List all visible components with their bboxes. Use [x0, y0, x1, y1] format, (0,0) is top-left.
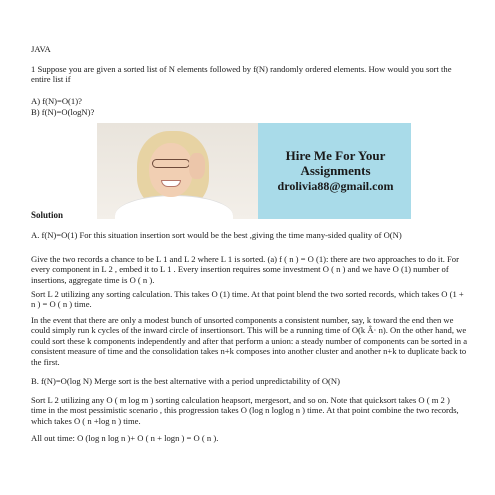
- ad-email: drolivia88@gmail.com: [277, 179, 394, 193]
- advertisement-banner: [97, 123, 411, 219]
- solution-heading: Solution: [31, 210, 64, 220]
- question-part-a: A) f(N)=O(1)?: [31, 96, 82, 106]
- doc-title: JAVA: [31, 44, 51, 54]
- paragraph-total: All out time: O (log n log n )+ O ( n + logn ) = O ( n ).: [31, 433, 219, 443]
- question-part-b: B) f(N)=O(logN)?: [31, 107, 95, 117]
- paragraph-b: B. f(N)=O(log N) Merge sort is the best alternative with a period unpredictability of O(N): [31, 376, 340, 386]
- question-text: 1 Suppose you are given a sorted list of N elements followed by f(N) randomly ordered elements. How would you sort the entire list if: [31, 64, 452, 85]
- ad-headline-1: Hire Me For Your: [285, 148, 386, 163]
- paragraph-merge: Sort L 2 utilizing any O ( m log m ) sorting calculation heapsort, mergesort, and so on. Note that quicksort takes O ( m 2 ) time in the most pessimistic scenario , this progression takes O (log n loglog n ) time. At that point combine the two records, which takes O ( n +log n ) time.: [31, 395, 459, 426]
- glasses-icon: [152, 159, 190, 168]
- ad-text-block: [260, 123, 411, 219]
- paragraph-insertion: In the event that there are only a modest bunch of unsorted components a consistent number, say, k toward the end then we could simply run k cycles of the inward circle of insertionsort. This will be a running time of O(k Â· n). On the other hand, we could sort these k components independently and after that perform a union: a steady number of components can be sorted in a consistent measure of time and the consolidation takes n+k composes into another cluster and another n+k to duplicate back to the first.: [31, 315, 468, 367]
- paragraph-sort-l2: Sort L 2 utilizing any sorting calculation. This takes O (1) time. At that point blend the two sorted records, which takes O (1 + n ) = O ( n ) time.: [31, 289, 464, 310]
- paragraph-two-records: Give the two records a chance to be L 1 and L 2 where L 1 is sorted. (a) f ( n ) = O (1): there are two approaches to do it. For every component in L 2 , embed it to L 1 . Every insertion requires some investment O ( n ) and we have O (1) number of insertions, aggregate time is O ( n ).: [31, 254, 459, 285]
- ad-headline-2: Assignments: [300, 163, 371, 178]
- paragraph-a: A. f(N)=O(1) For this situation insertion sort would be the best ,giving the time many-sided quality of O(N): [31, 230, 402, 240]
- woman-photo: [97, 123, 258, 219]
